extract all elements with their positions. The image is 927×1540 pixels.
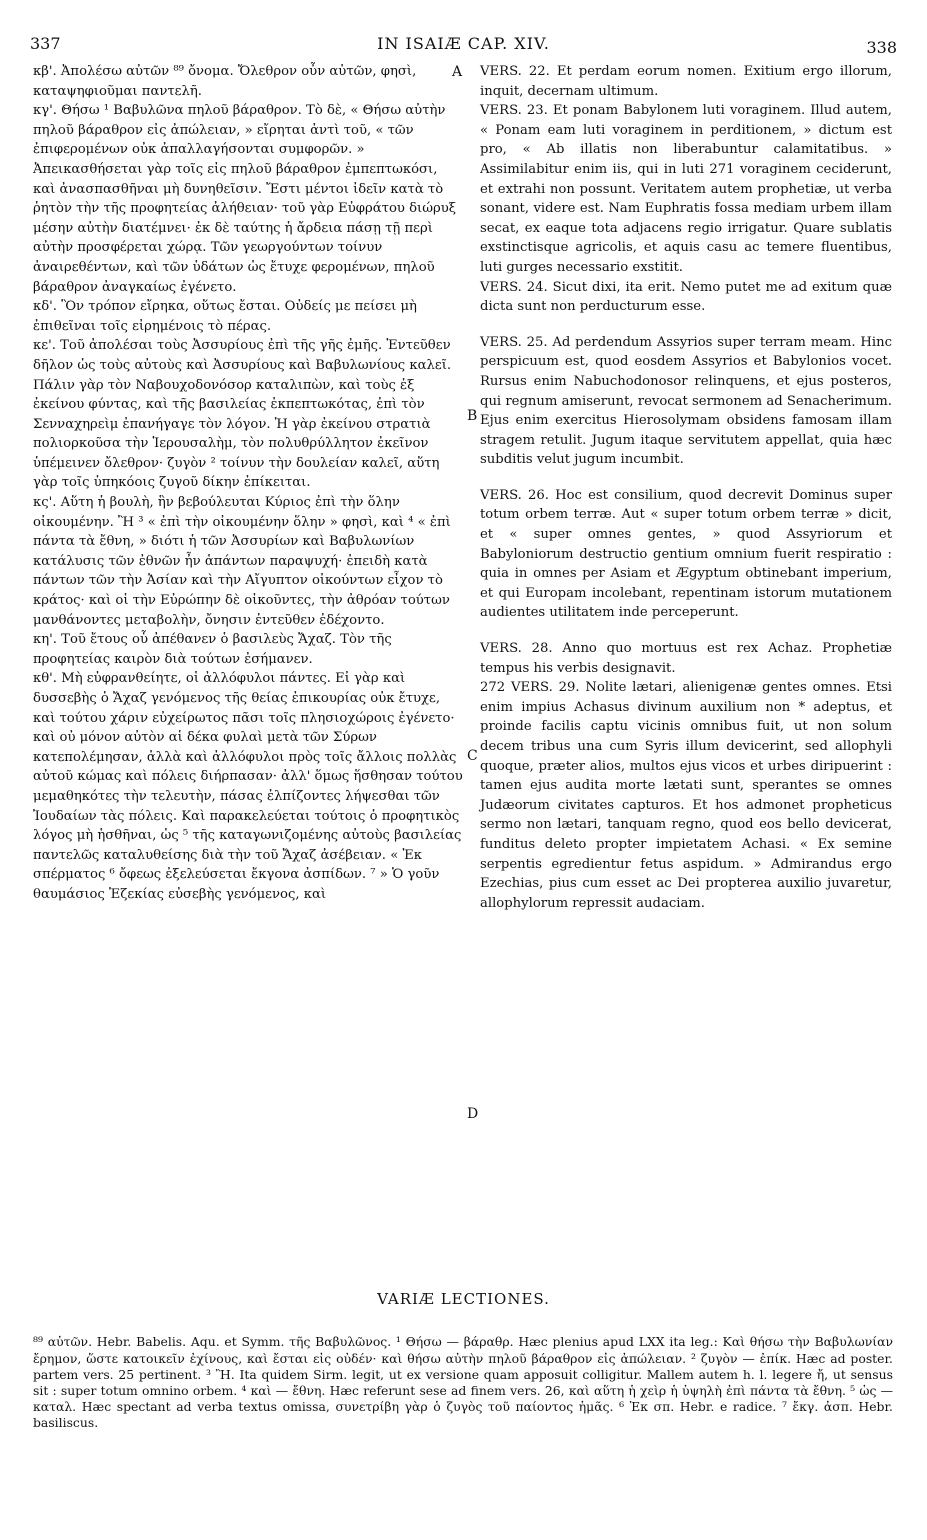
greek-verse-28: κη'. Τοῦ ἔτους οὗ ἀπέθανεν ὁ βασιλεὺς Ἄχαζ. Τὸν τῆς προφητείας καιρὸν διὰ τούτων ἐσήμανεν. xyxy=(33,632,392,667)
latin-verse-26: VERS. 26. Hoc est consilium, quod decrevit Dominus super totum orbem terræ. Aut « super totum orbem terræ » dicit, et « super omnes gentes, » quod Assyriorum et Babyloniorum destructio gentium omnium fuerit respiratio : quia in omnes per Asiam et Ægyptum obtinebant imperium, et qui Europam incolebant, repentinam istorum mutationem audientes utilitatem inde perceperunt. xyxy=(480,487,892,621)
page-header xyxy=(30,34,897,60)
running-title: IN ISAIÆ CAP. XIV. xyxy=(377,34,550,53)
variae-lectiones-heading: VARIÆ LECTIONES. xyxy=(377,1290,550,1308)
greek-verse-26: κς'. Αὕτη ἡ βουλὴ, ἣν βεβούλευται Κύριος ἐπὶ τὴν ὅλην οἰκουμένην. Ἢ ³ « ἐπὶ τὴν οἰκουμένην ὅλην » φησὶ, καὶ ⁴ « ἐπὶ πάντα τὰ ἔθνη, » διότι ἡ τῶν Ἀσσυρίων καὶ Βαβυλωνίων κατάλυσις τῶν ἐθνῶν ἦν ἁπάντων παραψυχή· ἐπειδὴ κατὰ πάντων τῶν τὴν Ἀσίαν καὶ τὴν Αἴγυπτον οἰκούντων εἶχον τὸ κράτος· καὶ οἱ τὴν Εὐρώπην δὲ οἰκοῦντες, τὴν ἀθρόαν τούτων μανθάνοντες μεταβολὴν, ὄνησιν ἐντεῦθεν ἐδέχοντο. xyxy=(33,495,451,628)
latin-verse-24: VERS. 24. Sicut dixi, ita erit. Nemo putet me ad exitum quæ dicta sunt non perducturum esse. xyxy=(480,279,892,315)
latin-verse-25: VERS. 25. Ad perdendum Assyrios super terram meam. Hinc perspicuum est, quod eosdem Assyrios et Babylonios vocet. Rursus enim Nabuchodonosor relinquens, et ejus posteros, qui regnum amiserunt, revocat sermonem ad Senacherimum. Ejus enim exercitus Hierosolymam obsidens famosam illam stragem retulit. Jugum itaque servitutem appellat, quia hæc subditis velut jugum incumbit. xyxy=(480,334,892,468)
greek-column xyxy=(33,62,463,905)
greek-verse-24: κδ'. Ὃν τρόπον εἴρηκα, οὕτως ἔσται. Οὐδείς με πείσει μὴ ἐπιθεῖναι τοῖς εἰρημένοις τὸ πέρας. xyxy=(33,299,417,334)
latin-verse-29: 272 VERS. 29. Nolite lætari, alienigenæ gentes omnes. Etsi enim impius Achasus divinum auxilium non * adeptus, et proinde facilis captu vicinis omnibus fuit, ut non solum decem tribus una cum Syris illum devicerint, sed allophyli quoque, præter alios, multos ejus vicos et urbes diripuerint : tamen ejus audita morte lætati sunt, sperantes se omnes Judæorum civitates capturos. Et hos admonet propheticus sermo non lætari, tanquam regno, quod eos bello devicerat, funditus deleto propter impietatem Achasi. « Ex semine serpentis egredientur fetus aspidum. » Admirandus ergo Ezechias, pius cum esset ac Dei propterea auxilio juvaretur, allophylorum repressit audaciam. xyxy=(480,680,892,911)
latin-column xyxy=(480,62,892,913)
page-number-right: 338 xyxy=(866,38,897,57)
variae-lectiones-notes: ⁸⁹ αὐτῶν. Hebr. Babelis. Aqu. et Symm. τῆς Βαβυλῶνος. ¹ Θήσω — βάραθρ. Hæc plenius apud LXX ita leg.: Καὶ θήσω τὴν Βαβυλωνίαν ἔρημον, ὥστε κατοικεῖν ἐχίνους, καὶ ἔσται εἰς οὐδέν· καὶ θήσω αὐτὴν πηλοῦ βάραθρον εἰς ἀπώλειαν. ² ζυγὸν — ἐπίκ. Hæc ad poster. partem vers. 25 pertinent. ³ Ἢ. Ita quidem Sirm. legit, ut ex versione quam apposuit colligitur. Mallem autem h. l. legere ἤ, ut sensus sit : super totum omnino orbem. ⁴ καὶ — ἔθνη. Hæc referunt sese ad finem vers. 26, καὶ αὕτη ἡ χεὶρ ἡ ὑψηλὴ ἐπὶ πάντα τὰ ἔθνη. ⁵ ὡς — καταλ. Hæc spectant ad verba textus omissa, συνετρίβη γὰρ ὁ ζυγὸς τοῦ παίοντος ἡμᾶς. ⁶ Ἐκ σπ. Hebr. e radice. ⁷ ἔκγ. ἀσπ. Hebr. basiliscus. xyxy=(33,1334,893,1431)
margin-letter-a: A xyxy=(452,64,463,80)
greek-verse-29: κθ'. Μὴ εὐφρανθείητε, οἱ ἀλλόφυλοι πάντες. Εἰ γὰρ καὶ δυσσεβὴς ὁ Ἄχαζ γενόμενος τῆς θείας ἐπικουρίας οὐκ ἔτυχε, καὶ τούτου χάριν εὐχείρωτος πᾶσι τοῖς πλησιοχώροις ἐγένετο· καὶ οὐ μόνον αὐτὸν αἱ δέκα φυλαὶ μετὰ τῶν Σύρων κατεπολέμησαν, ἀλλὰ καὶ ἀλλόφυλοι πρὸς τοῖς ἄλλοις πολλὰς αὐτοῦ κώμας καὶ πόλεις διήρπασαν· ἀλλ' ὅμως ἥσθησαν τούτου μεμαθηκότες τὴν τελευτὴν, πάσας ἐλπίζοντες λήψεσθαι τῶν Ἰουδαίων τὰς πόλεις. Καὶ παρακελεύεται τούτοις ὁ προφητικὸς λόγος μὴ ἡσθῆναι, ὡς ⁵ τῆς καταγωνιζομένης αὐτοὺς βασιλείας παντελῶς καταλυθείσης διὰ τὴν τοῦ Ἄχαζ ἀσέβειαν. « Ἐκ σπέρματος ⁶ ὄφεως ἐξελεύσεται ἔκγονα ἀσπίδων. ⁷ » Ὁ γοῦν θαυμάσιος Ἐζεκίας εὐσεβὴς γενόμενος, καὶ xyxy=(33,671,463,902)
margin-letter-d: D xyxy=(467,1106,479,1122)
page-number-left: 337 xyxy=(30,34,61,53)
latin-verse-22: VERS. 22. Et perdam eorum nomen. Exitium ergo illorum, inquit, decernam ultimum. xyxy=(480,64,892,99)
latin-verse-23: VERS. 23. Et ponam Babylonem luti voraginem. Illud autem, « Ponam eam luti voraginem in perditionem, » dictum est pro, « Ab illatis non liberabuntur calamitatibus. » Assimilabitur enim iis, qui in luti 271 voraginem ceciderunt, et extrahi non possunt. Veritatem autem prophetiæ, ut verba sonant, videre est. Nam Euphratis fossa mediam urbem illam secat, ex eaque tota adjacens regio irrigatur. Quare sublatis exstinctisque agricolis, et aquis casu ac temere fluentibus, luti gurges necessario exstitit. xyxy=(480,103,892,275)
greek-verse-25: κε'. Τοῦ ἀπολέσαι τοὺς Ἀσσυρίους ἐπὶ τῆς γῆς ἐμῆς. Ἐντεῦθεν δῆλον ὡς τοὺς αὐτοὺς καὶ Ἀσσυρίους καὶ Βαβυλωνίους καλεῖ. Πάλιν γὰρ τὸν Ναβουχοδονόσορ καταλιπὼν, καὶ τοὺς ἐξ ἐκείνου φύντας, καὶ τῆς βασιλείας ἐκπεπτωκότας, ἐπὶ τὸν Σενναχηρεὶμ ἐπανήγαγε τὸν λόγον. Ἡ γὰρ ἐκείνου στρατιὰ πολιορκοῦσα τὴν Ἱερουσαλὴμ, τὸν πολυθρύλλητον ἐκεῖνον ὑπέμεινεν ὄλεθρον· ζυγὸν ² τοίνυν τὴν δουλείαν καλεῖ, αὕτη γὰρ τοῖς ὑπηκόοις ζυγοῦ δίκην ἐπίκειται. xyxy=(33,338,452,491)
greek-verse-23: κγ'. Θήσω ¹ Βαβυλῶνα πηλοῦ βάραθρον. Τὸ δὲ, « Θήσω αὐτὴν πηλοῦ βάραθρον εἰς ἀπώλειαν, » εἴρηται ἀντὶ τοῦ, « τῶν ἐπιφερομένων οὐκ ἀπαλλαγήσονται συμφορῶν. » Ἀπεικασθήσεται γὰρ τοῖς εἰς πηλοῦ βάραθρον ἐμπεπτωκόσι, καὶ ἀνασπασθῆναι μὴ δυνηθεῖσιν. Ἔστι μέντοι ἰδεῖν κατὰ τὸ ῥητὸν τὴν τῆς προφητείας ἀλήθειαν· τοῦ γὰρ Εὐφράτου διώρυξ μέσην αὐτὴν διατέμνει· ἐκ δὲ ταύτης ἡ ἄρδεια πάσῃ τῇ περὶ αὐτὴν προσφέρεται χώρᾳ. Τῶν γεωργούντων τοίνυν ἀναιρεθέντων, καὶ τῶν ὑδάτων ὡς ἔτυχε φερομένων, πηλοῦ βάραθρον ἀναγκαίως ἐγένετο. xyxy=(33,103,457,295)
margin-letter-b: B xyxy=(467,408,478,424)
greek-verse-22: κβ'. Ἀπολέσω αὐτῶν ⁸⁹ ὄνομα. Ὄλεθρον οὖν αὐτῶν, φησὶ, καταψηφιοῦμαι παντελῆ. xyxy=(33,64,417,99)
margin-letter-c: C xyxy=(467,748,478,764)
latin-verse-28: VERS. 28. Anno quo mortuus est rex Achaz. Prophetiæ tempus his verbis designavit. xyxy=(480,641,892,676)
